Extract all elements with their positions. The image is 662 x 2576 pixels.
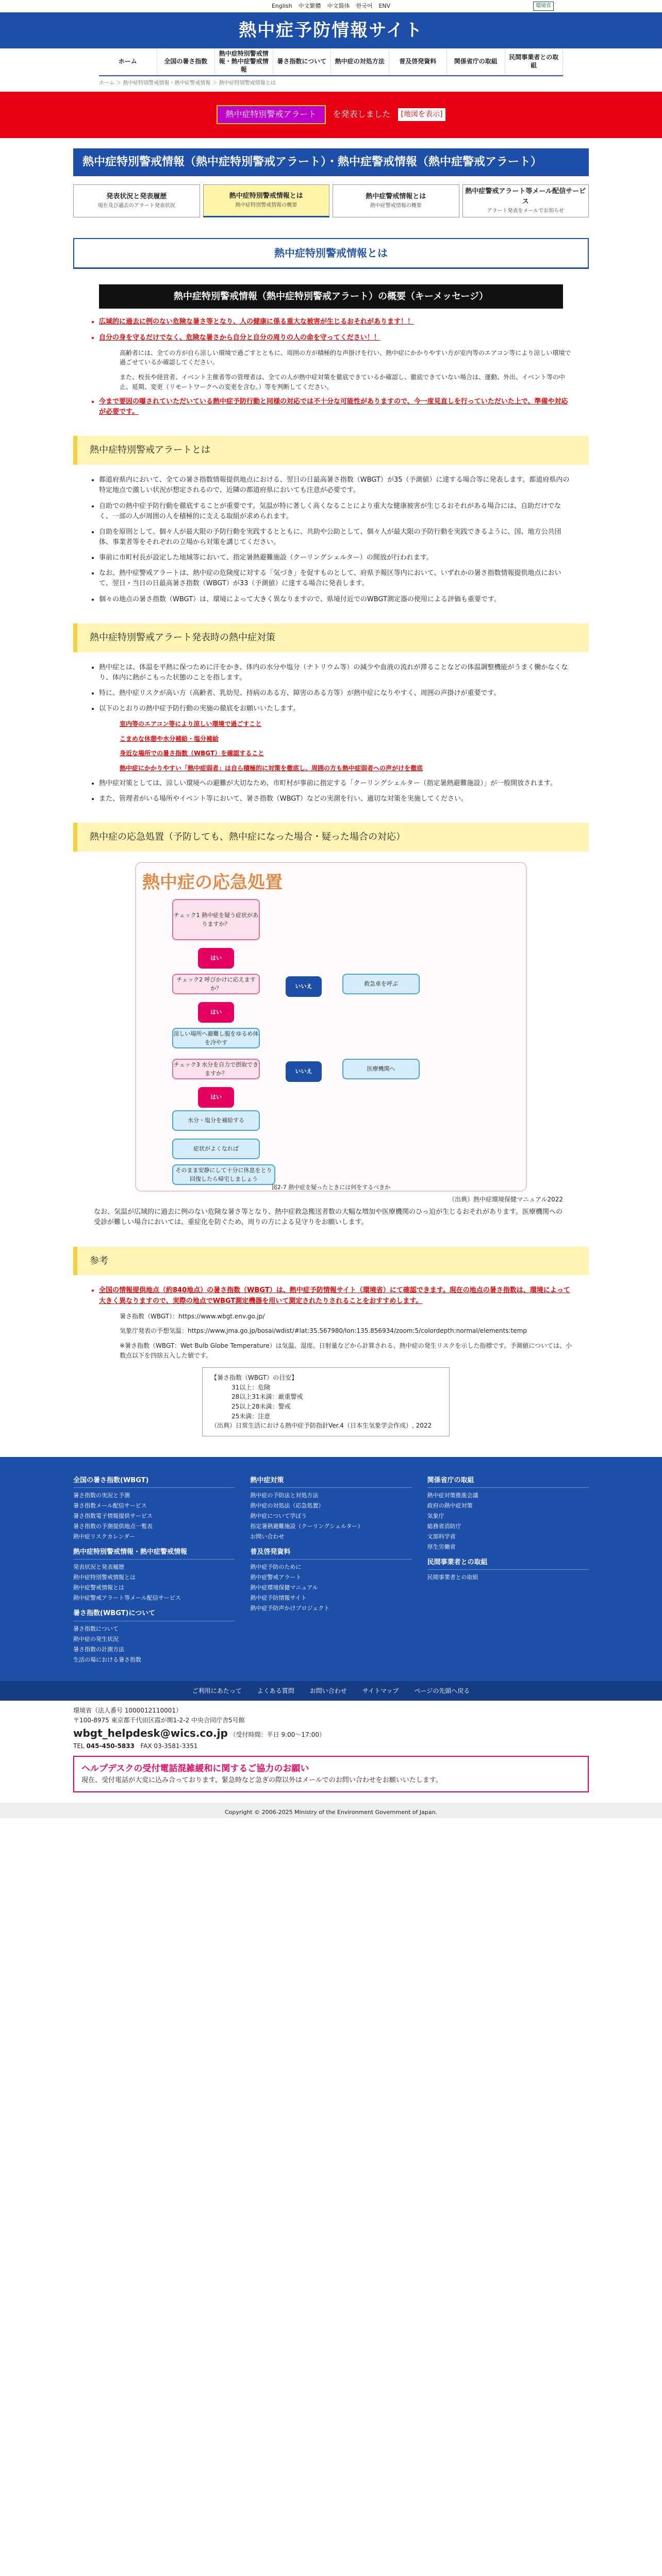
footer-link[interactable]: 指定暑熱避難施設（クーリングシェルター） [250,1522,363,1530]
footer-link[interactable]: 暑さ指数について [73,1625,119,1632]
yes-label: はい [198,1002,234,1023]
list-item: • 特に、熱中症リスクが高い方（高齢者、乳幼児、持病のある方、障害のある方等）が熱中症になりやすく、周囲の声掛けが重要です。 [99,688,573,699]
list-item: 身近な場所での暑さ指数（WBGT）を確認すること [120,750,264,757]
footer-heading[interactable]: 関係省庁の取組 [427,1476,589,1488]
site-footer [0,1457,662,1681]
alert-about-list [89,475,573,604]
footer-link[interactable]: 暑さ指数の計測方法 [73,1646,124,1653]
footer-link[interactable]: 熱中症特別警戒情報とは [73,1574,136,1581]
nav-measures[interactable]: 熱中症の対処方法 [331,48,389,75]
footer-link[interactable]: 厚生労働省 [427,1544,456,1551]
diagram-source: （出典）熱中症環境保健マニュアル2022 [448,1195,563,1203]
copyright: Copyright © 2006-2025 Ministry of the Environment Government of Japan. [0,1803,662,1818]
check1-box: チェック1 熱中症を疑う症状がありますか？ [172,899,260,940]
helpdesk-email[interactable]: wbgt_helpdesk@wics.co.jp [73,1726,228,1739]
nav-materials[interactable]: 普及啓発資料 [389,48,448,75]
tab-alert[interactable]: 熱中症警戒情報とは 熱中症警戒情報の概要 [333,184,459,217]
footer-link[interactable]: 熱中症予防のために [250,1564,302,1571]
faq-link[interactable]: よくある質問 [257,1687,294,1694]
list-item: • 個々の地点の暑さ指数（WBGT）は、環境によって大きく異なりますので、県境付近でのWBGT測定器の使用による評価も重要です。 [99,595,573,605]
footer-link[interactable]: 暑さ指数電子情報提供サービス [73,1512,153,1519]
check3-box: チェック3 水分を自力で摂取できますか？ [172,1059,260,1079]
footer-heading[interactable]: 全国の暑さ指数(WBGT) [73,1476,235,1488]
ref-note: ※暑さ指数（WBGT：Wet Bulb Globe Temperature）は気温、湿度、日射量などから計算される、熱中症の発生リスクを示した指標です。予測値については、小数点以下を四捨五入した値です。 [120,1342,572,1359]
alert-text: を発表しました [333,109,391,120]
list-item: こまめな休憩や水分補給・塩分補給 [120,735,219,742]
wbgt-box-source[interactable]: （出典）日常生活における熱中症予防指針Ver.4（日本生気象学会作成）, 2022 [211,1422,432,1430]
alert-banner [0,92,662,138]
no-label: いいえ [286,976,322,997]
footer-link[interactable]: 暑さ指数メール配信サービス [73,1502,147,1509]
tel-number: 045-450-5833 [86,1742,135,1750]
nav-home[interactable]: ホーム [99,48,157,75]
check2-box: チェック2 呼びかけに応えますか？ [172,974,260,994]
contact-info [73,1706,589,1751]
lang-link-english[interactable]: English [271,3,292,10]
list-item: 高齢者には、全ての方が自ら涼しい環境で過ごすとともに、周囲の方が積極的な声掛けを行い、熱中症にかかりやすい方が室内等のエアコン等により涼しい環境で過ごせているか確認してください。 [120,349,571,366]
footer-link[interactable]: 暑さ指数の予測提供地点一覧表 [73,1522,153,1530]
alert-tag[interactable]: 熱中症特別警戒アラート [217,105,326,124]
page-title: 熱中症特別警戒情報（熱中症特別警戒アラート）・熱中症警戒情報（熱中症警戒アラート） [73,148,589,176]
helpdesk-notice-title: ヘルプデスクの受付電話混雑緩和に関するご協力のお願い [81,1764,309,1774]
footer-link[interactable]: 熱中症について学ぼう [250,1512,307,1519]
terms-link[interactable]: ご利用にあたって [192,1687,242,1694]
footer-link[interactable]: 熱中症の発生状況 [73,1635,119,1642]
contact-link[interactable]: お問い合わせ [309,1687,347,1694]
footer-link[interactable]: 民間事業者との取組 [427,1574,478,1581]
measures-heading: 熱中症特別警戒アラート発表時の熱中症対策 [73,623,589,652]
recover-box: 症状がよくなれば [172,1139,260,1159]
nav-about-wbgt[interactable]: 暑さ指数について [273,48,332,75]
sitemap-link[interactable]: サイトマップ [362,1687,399,1694]
list-item: • 熱中症とは、体温を平熱に保つために汗をかき、体内の水分や塩分（ナトリウム等）の減少や血液の流れが滞ることなどの体温調整機能がうまく働かなくなり、体内に熱がこもった状態のことを指します。 [99,663,573,683]
wbgt-row: 28以上31未満：厳重警戒 [231,1393,303,1401]
footer-link[interactable]: 暑さ指数の実況と予測 [73,1492,130,1499]
page-top-link[interactable]: ページの先頭へ戻る [414,1687,470,1694]
footer-link[interactable]: 総務省消防庁 [427,1522,461,1530]
show-map-link[interactable]: [地図を表示] [398,108,446,122]
list-item: 室内等のエアコン等により涼しい環境で過ごすこと [120,720,262,728]
ref-link-jma[interactable]: 気象庁発表の予想気温：https://www.jma.go.jp/bosai/wdist/#lat:35.567980/lon:135.856934/zoom:5/colordepth:normal/elements:temp [120,1327,527,1335]
tab-special-alert[interactable]: 熱中症特別警戒情報とは 熱中症特別警戒情報の概要 [203,184,330,217]
helpdesk-notice-text: 現在、受付電話が大変に込み合っております。緊急時など急ぎの際以外はメールでのお問い合わせをお願いいたします。 [81,1776,442,1785]
list-item: • 自助を原則として、個々人が最大限の予防行動を実践するとともに、共助や公助として、個々人が最大限の予防行動を実践できるように、国、地方公共団体、事業者等をそれぞれの立場から対策を講じてください。 [99,527,573,548]
nav-alert[interactable]: 熱中症特別警戒情報・熱中症警戒情報 [215,48,273,75]
list-item: • 広域的に過去に例のない危険な暑さ等となり、人の健康に係る重大な被害が生じるおそれがあります！！ [99,317,573,327]
wbgt-box-title: 【暑さ指数（WBGT）の目安】 [211,1374,298,1382]
lang-link-ko[interactable]: 한국어 [356,3,373,10]
overview-title: 熱中症特別警戒情報（熱中症特別警戒アラート）の概要（キーメッセージ） [99,284,563,309]
tab-mail-service[interactable]: 熱中症警戒アラート等メール配信サービス アラート発表をメールでお知らせ [462,184,589,217]
overview-list [89,317,573,417]
list-item: 熱中症にかかりやすい「熱中症弱者」は自ら積極的に対策を徹底し、周囲の方も熱中症弱者への声がけを徹底 [120,764,423,772]
list-item: • 事前に市町村長が設定した地域等において、指定暑熱避難施設（クーリングシェルター）の開放が行われます。 [99,553,573,563]
yes-label: はい [198,1087,234,1108]
footer-link[interactable]: 熱中症の対処法（応急処置） [250,1502,324,1509]
first-aid-note: なお、気温が広域的に過去に例のない危険な暑さ等となり、熱中症救急搬送者数の大幅な増加や医療機関のひっ迫が生じるおそれがあります。医療機関への受診が難しい場合においては、重症化を防ぐため、周りの方による見守りをお願いします。 [94,1208,562,1227]
list-item: • 自分の身を守るだけでなく、危険な暑さから自分と自分の周りの人の命を守ってください！！ [99,333,573,343]
list-item: • 熱中症対策としては、涼しい環境への避難が大切なため、市町村が事前に指定する「クーリングシェルター（指定暑熱避難施設）」が一般開放されます。 [99,778,573,789]
nav-wbgt[interactable]: 全国の暑さ指数 [157,48,216,75]
footer-bottom-links [0,1681,662,1701]
sub-tabs [73,184,589,217]
footer-heading[interactable]: 普及啓発資料 [250,1547,411,1560]
global-nav [99,48,563,76]
breadcrumb[interactable]: ホーム ＞ 熱中症特別警戒情報・熱中症警戒情報 ＞ 熱中症特別警戒情報とは [99,80,276,86]
reference-heading: 参考 [73,1247,589,1276]
top-language-bar [0,0,662,12]
wbgt-guide-box [202,1367,450,1436]
diagram-caption: 図2-7 熱中症を疑ったときには何をするべきか [271,1183,391,1191]
first-aid-title: 熱中症の応急処置 [142,872,283,893]
main-content [73,284,589,1436]
footer-link[interactable]: 熱中症環境保健マニュアル [250,1584,318,1591]
footer-link[interactable]: 熱中症対策推進会議 [427,1492,478,1499]
reference-list [89,1285,573,1360]
yes-label: はい [198,948,234,969]
section-title: 熱中症特別警戒情報とは [74,239,588,268]
footer-link[interactable]: 熱中症警戒アラート [250,1574,302,1581]
tab-history[interactable]: 発表状況と発表履歴 現在及び過去のアラート発表状況 [73,184,200,217]
lang-link-env[interactable]: ENV [378,3,391,10]
list-item: また、校長や経営者、イベント主催者等の管理者は、全ての人が熱中症対策を徹底できているか確認し、徹底できていない場合は、運動、外出、イベント等の中止、延期、変更（リモートワークへの変更を含む。）等を判断してください。 [120,373,566,391]
cool-box: 涼しい場所へ避難し服をゆるめ体を冷やす [172,1028,260,1048]
list-item: • 自助での熱中症予防行動を徹底することが重要です。気温が特に著しく高くなることにより重大な健康被害が生じるおそれがある場合には、自助だけでなく、一部の人が周囲の人を積極的に支える取組が求められます。 [99,501,573,522]
footer-col-2 [250,1469,411,1666]
mail-note: （受付時間：平日 9:00～17:00） [229,1731,325,1738]
footer-link[interactable]: 熱中症予防声かけプロジェクト [250,1605,330,1612]
list-item: • また、管理者がいる場所やイベント等において、暑さ指数（WBGT）などの実測を行い、適切な対策を実施してください。 [99,794,573,804]
footer-link[interactable]: 文部科学省 [427,1533,456,1540]
wbgt-row: 31以上：危険 [231,1383,271,1391]
ambulance-box: 救急車を呼ぶ [342,974,420,994]
ref-link-wbgt[interactable]: 暑さ指数（WBGT）：https://www.wbgt.env.go.jp/ [120,1312,265,1320]
wbgt-row: 25以上28未満：警戒 [231,1402,291,1410]
footer-link[interactable]: 熱中症リスクカレンダー [73,1533,136,1540]
footer-link[interactable]: 発表状況と発表履歴 [73,1564,124,1571]
helpdesk-notice [73,1756,589,1792]
footer-heading[interactable]: 民間事業者との取組 [427,1557,589,1570]
footer-link[interactable]: 気象庁 [427,1512,444,1519]
footer-link[interactable]: お問い合わせ [250,1533,285,1540]
measures-list [89,663,573,804]
no-label: いいえ [286,1061,322,1082]
list-item: • なお、熱中症警戒アラートは、熱中症の危険度に対する「気づき」を促すものとして、府県予報区等内において、いずれかの暑さ指数情報提供地点において、翌日・当日の日最高暑さ指数（WBGT）が33（予測値）に達する場合に発表します。 [99,568,573,589]
ministry-logo[interactable]: 環境省 [533,2,554,11]
footer-link[interactable]: 生活の場における暑さ指数 [73,1656,141,1663]
hydrate-box: 水分・塩分を補給する [172,1110,260,1131]
footer-heading[interactable]: 暑さ指数(WBGT)について [73,1608,235,1621]
fax-label: FAX [140,1742,152,1750]
footer-link[interactable]: 熱中症の予防法と対処方法 [250,1492,319,1499]
nav-private[interactable]: 民間事業者との取組 [505,48,564,75]
list-item: • 全国の情報提供地点（約840地点）の暑さ指数（WBGT）は、熱中症予防情報サイト（環境省）にて確認できます。現在の地点の暑さ指数は、環境によって大きく異なりますので、実際の地点でWBGT測定機器を用いて測定されたりされることをおすすめします。 [99,1285,573,1306]
org-address: 〒100-8975 東京都千代田区霞が関1-2-2 中央合同庁舎5号館 [73,1716,245,1724]
first-aid-diagram [135,862,527,1192]
footer-heading[interactable]: 熱中症対策 [250,1476,411,1488]
site-title[interactable]: 熱中症予防情報サイト [239,20,423,41]
footer-heading[interactable]: 熱中症特別警戒情報・熱中症警戒情報 [73,1547,235,1560]
footer-col-3 [427,1469,589,1666]
hospital-box: 医療機関へ [342,1059,420,1079]
list-item: • 以下のとおりの熱中症予防行動の実施の徹底をお願いいたします。 [99,704,573,714]
fax-number: 03-3581-3351 [154,1742,198,1750]
list-item: • 今まで要因の曝されていただいている熱中症予防行動と同様の対応では不十分な可能性がありますので、今一度見直しを行っていただいた上で、準備や対応が必要です。 [99,397,573,417]
site-header [0,12,662,48]
lang-link-cn[interactable]: 中文简体 [327,3,350,10]
alert-about-heading: 熱中症特別警戒アラートとは [73,436,589,465]
section-header [73,238,589,269]
footer-link[interactable]: 熱中症警戒情報とは [73,1584,124,1591]
footer-link[interactable]: 熱中症警戒アラート等メール配信サービス [73,1595,181,1602]
footer-link[interactable]: 熱中症予防情報サイト [250,1595,307,1602]
rest-box: そのまま安静にして十分に休息をとり回復したら帰宅しましょう [172,1164,275,1185]
lang-link-tw[interactable]: 中文繁體 [298,3,321,10]
wbgt-row: 25未満：注意 [231,1412,271,1420]
org-name: 環境省（法人番号 1000012110001） [73,1707,183,1715]
nav-ministries[interactable]: 関係省庁の取組 [447,48,505,75]
footer-col-1 [73,1469,235,1666]
footer-link[interactable]: 政府の熱中症対策 [427,1502,473,1509]
first-aid-heading: 熱中症の応急処置（予防しても、熱中症になった場合・疑った場合の対応） [73,823,589,852]
tel-label: TEL [73,1742,85,1750]
list-item: • 都道府県内において、全ての暑さ指数情報提供地点における、翌日の日最高暑さ指数（WBGT）が35（予測値）に達する場合等に発表します。都道府県内の特定地点で激しい状況が想定されるので、近隣の都道府県においても注意が必要です。 [99,475,573,496]
